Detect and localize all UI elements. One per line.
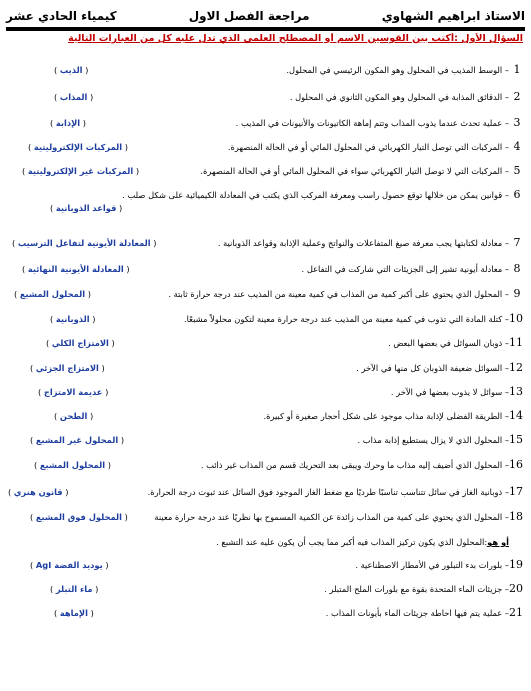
item-number: 14: [509, 409, 523, 422]
item-answer: ( الامتزاج الكلي ): [46, 338, 115, 348]
subject-title: كيمياء الحادي عشر: [6, 9, 117, 23]
teacher-name: الاستاذ ابراهيم الشهاوي: [381, 9, 525, 23]
question-item: [6, 486, 523, 500]
item-answer: ( المحلول المشبع ): [34, 460, 111, 470]
item-text: – المحلول الذي أضيف إليه مذاب ما وحرك ويبقى بعد التحريك قسم من المذاب غير ذائب .: [200, 460, 509, 470]
question-item: [6, 117, 523, 131]
item-number: 18: [509, 510, 523, 523]
item-number: 9: [513, 287, 521, 300]
item-text: – معادلة أيونية تشير إلى الجزيئات التي شاركت في التفاعل .: [301, 264, 509, 274]
question-item: [6, 313, 523, 327]
item-answer: ( المحلول فوق المشبع ): [30, 512, 128, 522]
item-number: 2: [513, 90, 521, 103]
item-text: – المحلول الذي لا يزال يستطيع إذابة مذاب .: [357, 435, 509, 445]
question-item: [6, 559, 523, 573]
question-item: [6, 64, 523, 78]
item-answer: ( يوديد الفضة AgI ): [30, 560, 109, 570]
item-number: 21: [509, 606, 523, 619]
item-text: – قوانين يمكن من خلالها توقع حصول راسب ومعرفة المركب الذي يكتب في المعادلة الكيميائية على شكل صلب .: [122, 190, 509, 200]
item-answer: ( عديمة الامتزاج ): [38, 387, 109, 397]
item-text: – جزيئات الماء المتحدة بقوة مع بلورات الملح المتبلر .: [324, 584, 509, 594]
question-item: [6, 386, 523, 400]
question-item: [6, 511, 523, 525]
item-number: 10: [509, 312, 523, 325]
item-number: 4: [513, 140, 521, 153]
item-answer: ( الإماهة ): [54, 608, 94, 618]
question-item: [6, 410, 523, 424]
item-text: – ذوبانية الغاز في سائل تتناسب تناسبًا طرديًا مع ضغط الغاز الموجود فوق السائل عند ثبوت درجة الحرارة.: [147, 487, 509, 497]
question-item: [6, 459, 523, 473]
item-answer: ( قواعد الذوبانية ): [50, 203, 123, 213]
question-item: [6, 362, 523, 376]
item-text: – المركبات التي توصل التيار الكهربائي في المحلول المائي أو في الحالة المنصهرة.: [227, 142, 509, 152]
item-number: 3: [513, 116, 521, 129]
note-label: أو هو: [487, 537, 509, 547]
question-item: [6, 607, 523, 621]
item-text: – عملية تحدث عندما يذوب المذاب وتتم إماهة الكاتيونات والأنيونات في المذيب .: [235, 118, 509, 128]
item-text: – ذوبان السوائل في بعضها البعض .: [388, 338, 509, 348]
note-row: [6, 536, 523, 548]
item-answer: ( الامتزاج الجزئي ): [30, 363, 105, 373]
item-number: 17: [509, 485, 523, 498]
item-text: – الطريقة الفضلى لإذابة مذاب موجود على شكل أحجار صغيرة أو كبيرة.: [263, 411, 509, 421]
question-item: [6, 141, 523, 155]
question-item: [6, 91, 523, 105]
item-answer: ( ماء التبلر ): [50, 584, 99, 594]
item-number: 16: [509, 458, 523, 471]
note-text: [216, 536, 509, 548]
item-number: 7: [513, 236, 521, 249]
section-title: السؤال الأول :أكتب بين القوسين الاسم أو المصطلح العلمي الذي تدل عليه كل من العبارات التالية: [68, 33, 523, 44]
item-text: – معادلة لكتابتها يجب معرفة صيغ المتفاعلات والنواتج وعملية الإذابة وقواعد الذوبانية .: [217, 238, 509, 248]
item-number: 19: [509, 558, 523, 571]
item-number: 1: [513, 63, 521, 76]
header-divider: [6, 27, 525, 31]
item-number: 15: [509, 433, 523, 446]
item-text: – المحلول الذي يحتوي على أكبر كمية من المذاب في كمية معينة من المذيب عند درجة حرارة ثابتة .: [168, 289, 509, 299]
item-answer: ( قانون هنري ): [8, 487, 69, 497]
question-item: [6, 189, 523, 215]
item-answer: ( الذوبانية ): [50, 314, 96, 324]
item-answer: ( المحلول غير المشبع ): [30, 435, 125, 445]
item-number: 12: [509, 361, 523, 374]
item-answer: ( المذاب ): [54, 92, 94, 102]
item-answer: ( المعادلة الأيونية النهائية ): [22, 264, 130, 274]
item-text: – كتلة المادة التي تذوب في كمية معينة من المذيب عند درجة حرارة معينة لتكون محلولاً مشبعًا.: [183, 314, 509, 324]
question-item: [6, 337, 523, 351]
item-number: 5: [513, 164, 521, 177]
header: [6, 8, 525, 24]
item-text: – عملية يتم فيها احاطة جزيئات الماء بأيونات المذاب .: [325, 608, 509, 618]
item-text: – الوسط المذيب في المحلول وهو المكون الرئيسي في المحلول.: [286, 65, 509, 75]
question-item: [6, 583, 523, 597]
item-answer: ( الطحن ): [54, 411, 94, 421]
question-item: [6, 237, 523, 251]
item-answer: ( المحلول المشبع ): [14, 289, 91, 299]
item-number: 20: [509, 582, 523, 595]
question-item: [6, 288, 523, 302]
item-number: 8: [513, 262, 521, 275]
item-answer: ( الذيب ): [54, 65, 89, 75]
item-text: – الدقائق المذابة في المحلول وهو المكون الثانوي في المحلول .: [289, 92, 509, 102]
item-number: 13: [509, 385, 523, 398]
item-text: – المركبات التي لا توصل التيار الكهربائي سواء في المحلول المائي أو في الحالة المنصهرة.: [200, 166, 509, 176]
question-item: [6, 263, 523, 277]
item-number: 11: [509, 336, 523, 349]
item-answer: ( الإذابة ): [50, 118, 87, 128]
item-answer: ( المركبات الإلكتروليتية ): [28, 142, 128, 152]
item-text: – سوائل لا يذوب بعضها في الآخر .: [390, 387, 509, 397]
review-title: مراجعة الفصل الاول: [188, 9, 310, 23]
question-item: [6, 434, 523, 448]
item-answer: ( المركبات غير الإلكتروليتية ): [22, 166, 140, 176]
item-text: – السوائل ضعيفة الذوبان كل منها في الآخر .: [356, 363, 509, 373]
question-item: [6, 165, 523, 179]
item-text: – بلورات بدء التبلور في الأمطار الاصطناعية .: [355, 560, 509, 570]
note-body: :المحلول الذي يكون تركيز المذاب فيه أكبر مما يجب أن يكون عليه عند التشبع .: [216, 537, 488, 547]
item-number: 6: [513, 188, 521, 201]
item-text: – المحلول الذي يحتوي على كمية من المذاب زائدة عن الكمية المسموح بها نظريًا عند درجة حرارة معينة: [154, 512, 509, 522]
item-answer: ( المعادلة الأيونية لتفاعل الترسيب ): [12, 238, 157, 248]
